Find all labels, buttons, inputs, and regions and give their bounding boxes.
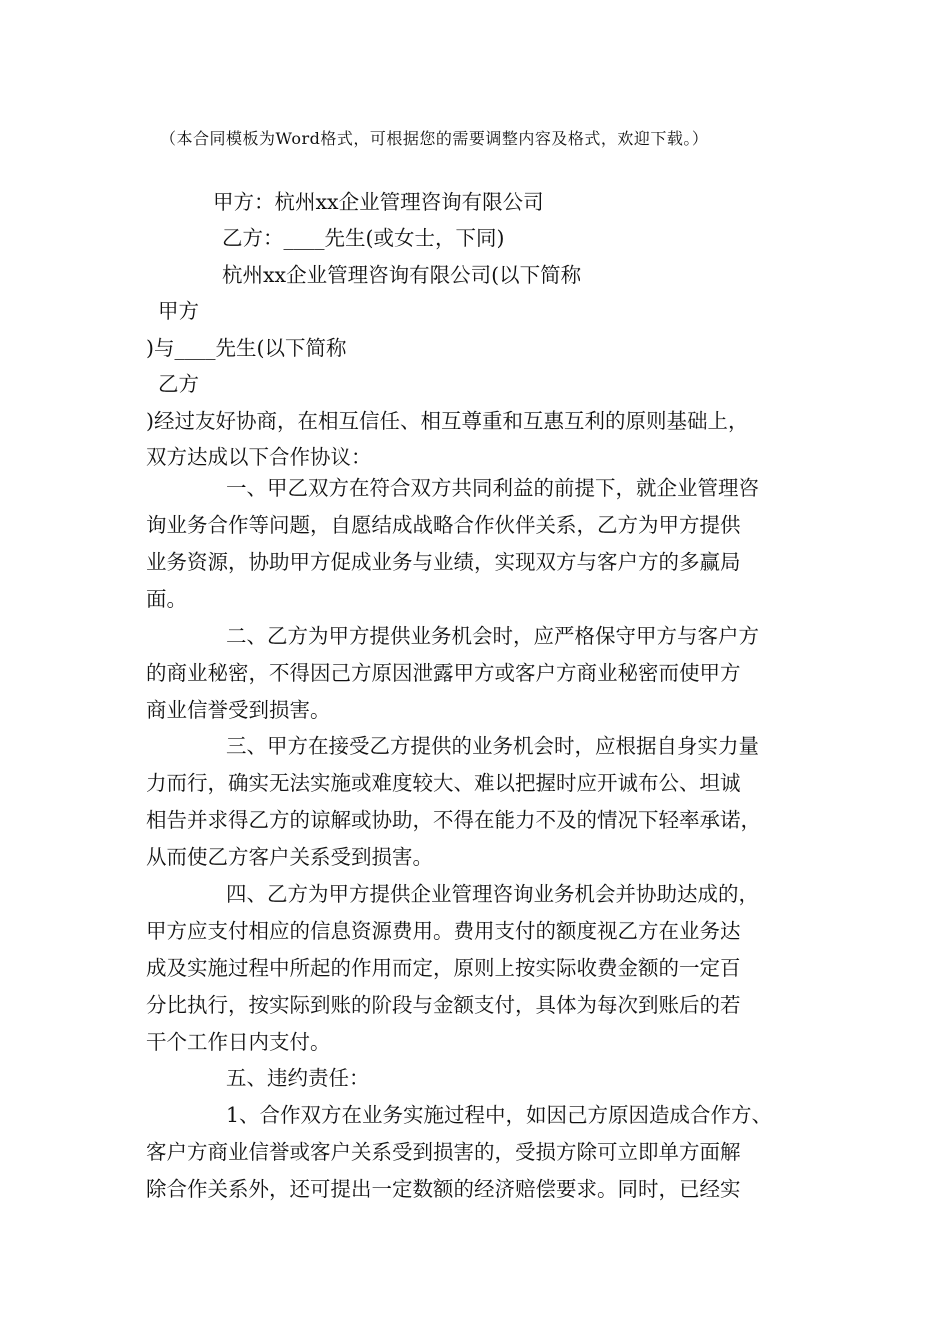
clause-line: 客户方商业信誉或客户关系受到损害的，受损方除可立即单方面解	[146, 1140, 741, 1164]
clause-line: 询业务合作等问题，自愿结成战略合作伙伴关系，乙方为甲方提供	[146, 513, 741, 537]
clause-line: 三、甲方在接受乙方提供的业务机会时，应根据自身实力量	[226, 734, 759, 758]
clause-heading	[146, 1060, 806, 1097]
clause-paragraph	[146, 1097, 806, 1208]
preamble-line: )与____先生(以下简称	[146, 336, 347, 360]
clause-line: 一、甲乙双方在符合双方共同利益的前提下，就企业管理咨	[226, 476, 759, 500]
clause-paragraph	[146, 470, 806, 618]
clause-line: 力而行，确实无法实施或难度较大、难以把握时应开诚布公、坦诚	[146, 771, 741, 795]
clause-line: 面。	[146, 587, 187, 611]
clause-paragraph	[146, 876, 806, 1061]
clause-line: 相告并求得乙方的谅解或协助，不得在能力不及的情况下轻率承诺，	[146, 808, 761, 832]
clause-line: 业务资源，协助甲方促成业务与业绩，实现双方与客户方的多赢局	[146, 550, 741, 574]
preamble-line: 双方达成以下合作协议：	[146, 445, 372, 469]
preamble-line: 甲方	[158, 299, 199, 323]
clause-line: 甲方应支付相应的信息资源费用。费用支付的额度视乙方在业务达	[146, 919, 741, 943]
preamble-line: )经过友好协商，在相互信任、相互尊重和互惠互利的原则基础上，	[146, 409, 749, 433]
clause-line: 1、合作双方在业务实施过程中，如因己方原因造成合作方、	[226, 1103, 773, 1127]
preamble-line: 乙方	[158, 372, 199, 396]
clause-paragraph	[146, 618, 806, 729]
clause-paragraph	[146, 728, 806, 876]
clause-line: 商业信誉受到损害。	[146, 698, 331, 722]
template-note: （本合同模板为Word格式，可根据您的需要调整内容及格式，欢迎下载。）	[160, 129, 709, 148]
clause-line: 成及实施过程中所起的作用而定，原则上按实际收费金额的一定百	[146, 956, 741, 980]
clause-line: 二、乙方为甲方提供业务机会时，应严格保守甲方与客户方	[226, 624, 759, 648]
clause-line: 干个工作日内支付。	[146, 1030, 331, 1054]
clause-line: 从而使乙方客户关系受到损害。	[146, 845, 433, 869]
clause-line: 四、乙方为甲方提供企业管理咨询业务机会并协助达成的，	[226, 882, 759, 906]
clause-line: 除合作关系外，还可提出一定数额的经济赔偿要求。同时，已经实	[146, 1177, 741, 1201]
clause-line: 五、违约责任：	[226, 1066, 370, 1090]
clause-line: 分比执行，按实际到账的阶段与金额支付，具体为每次到账后的若	[146, 993, 741, 1017]
clause-line: 的商业秘密，不得因己方原因泄露甲方或客户方商业秘密而使甲方	[146, 661, 741, 685]
preamble-line: 杭州xx企业管理咨询有限公司(以下简称	[222, 263, 582, 287]
party-a-line: 甲方：杭州xx企业管理咨询有限公司	[213, 190, 544, 214]
party-b-line: 乙方：____先生(或女士，下同)	[222, 226, 505, 250]
